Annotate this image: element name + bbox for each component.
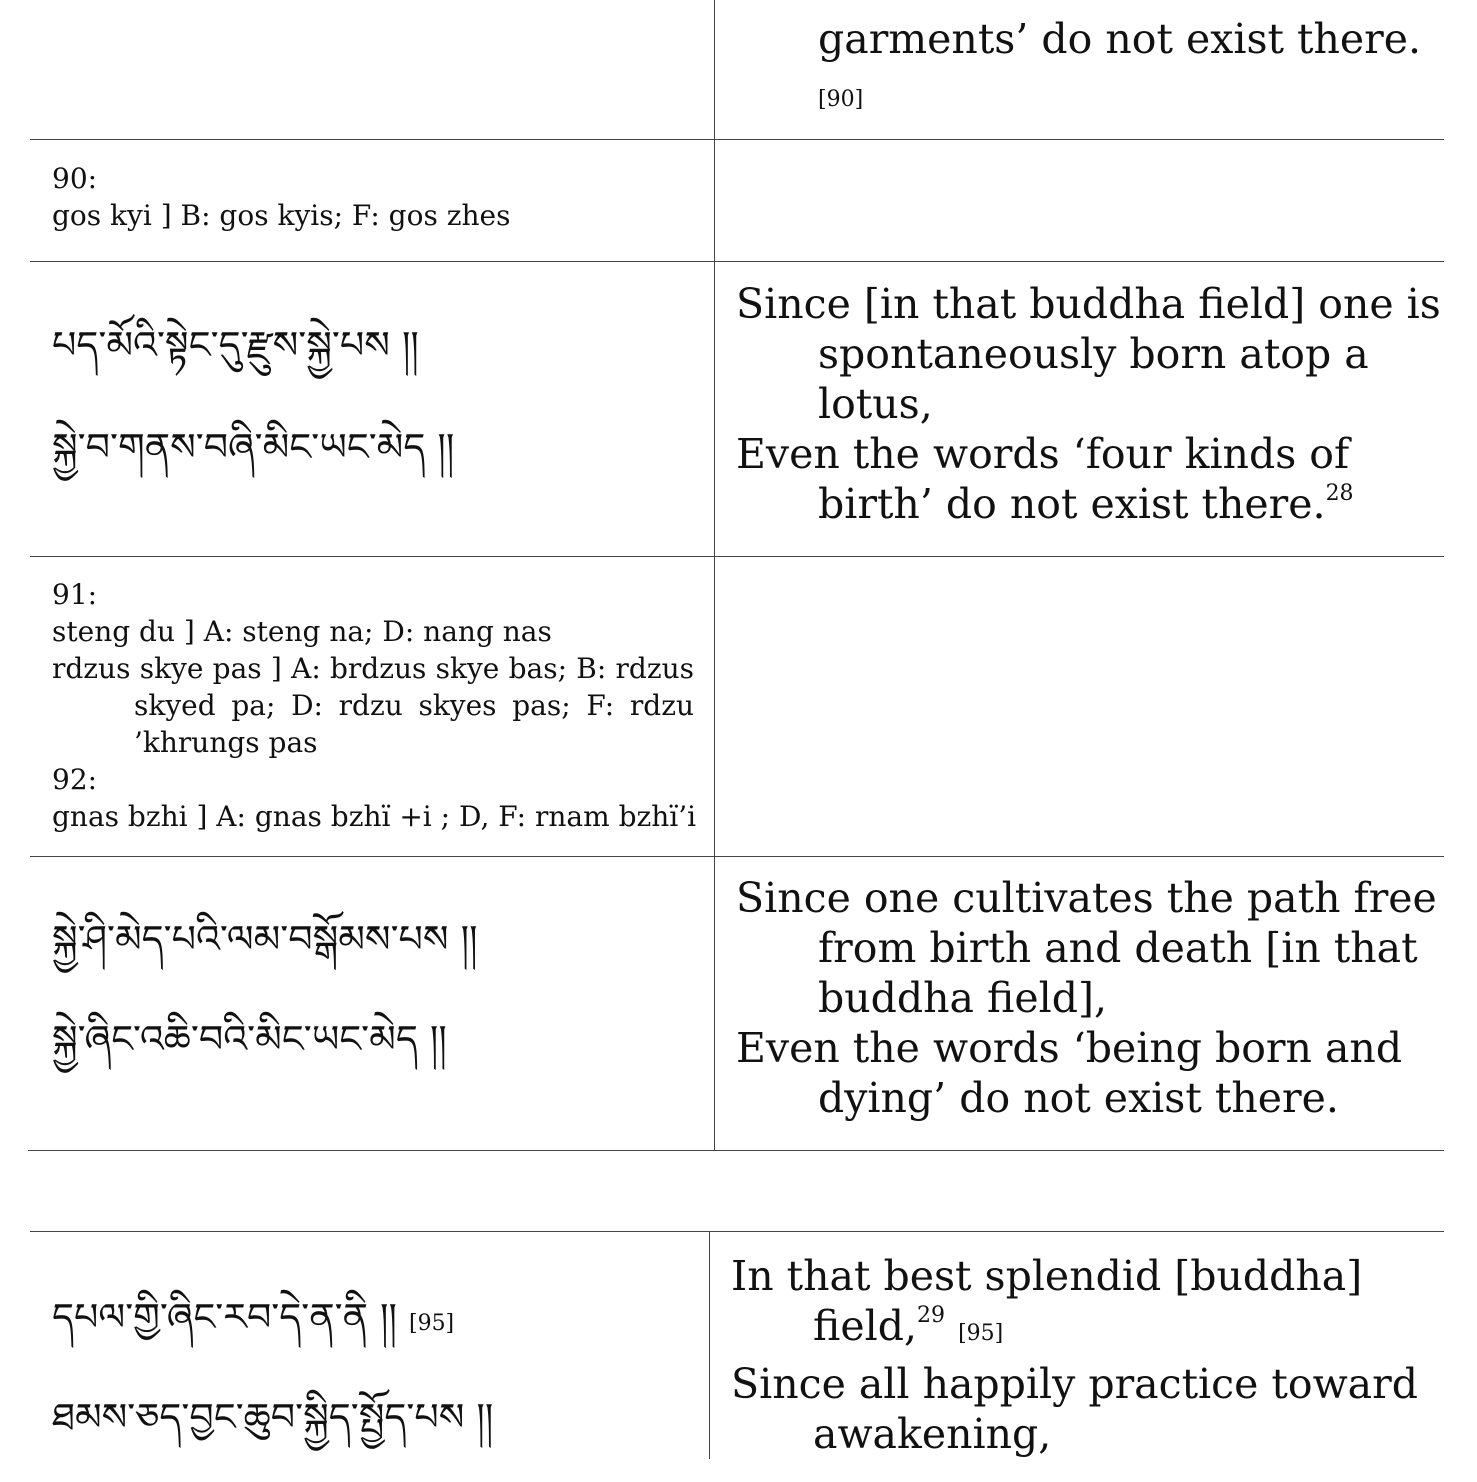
row-divider-3 [30, 556, 1444, 557]
verse-line: from birth and death [in that [818, 924, 1418, 972]
translation-verse-95 [731, 1251, 1418, 1459]
verse-line: field,$^{29}$ [95] [813, 1302, 1004, 1350]
tibetan-line: སྐྱེ་ཤི་མེད་པའི་ལམ་བསྒོམས་པས །། [52, 917, 478, 961]
row-divider-1 [30, 139, 1444, 140]
note-number: 90: [52, 162, 98, 195]
column-divider-1 [714, 0, 715, 1151]
tibetan-line: སྐྱེ་བ་གནས་བཞི་མིང་ཡང་མེད །། [52, 425, 455, 469]
notes-90 [52, 160, 694, 234]
verse-line: In that best splendid [buddha] [731, 1252, 1363, 1300]
footnote-marker[interactable]: 28 [1325, 481, 1354, 506]
verse-line: dying’ do not exist there. [818, 1074, 1339, 1122]
note-entry: steng du ] A: steng na; D: nang nas [52, 615, 552, 648]
footnote-marker[interactable]: 29 [917, 1303, 946, 1328]
verse-line: Even the words ‘four kinds of [736, 430, 1350, 478]
table-top-border-2 [30, 1231, 1444, 1232]
verse-line: buddha field], [818, 974, 1108, 1022]
verse-line: Even the words ‘being born and [736, 1024, 1403, 1072]
tibetan-line: དཔལ་གྱི་ཞིང་རབ་དེ་ན་ནི །། [95] [52, 1295, 455, 1339]
tibetan-line: པད་མོའི་སྟེང་དུ་རྫུས་སྐྱེ་པས །། [52, 323, 419, 367]
note-number: 91: [52, 578, 98, 611]
note-entry: gnas bzhi ] A: gnas bzhï +i ; D, F: rnam bzhï’i [52, 800, 697, 833]
note-number: 92: [52, 763, 98, 796]
verse-line: garments’ do not exist there. [818, 15, 1422, 63]
row-divider-2 [30, 261, 1444, 262]
note-entry: rdzus skye pas ] A: brdzus skye bas; B: rdzus skyed pa; D: rdzu skyes pas; F: rdzu ’khrungs pas [52, 652, 694, 759]
notes-91-92 [52, 576, 697, 835]
verse-line: birth’ do not exist there.$^{28}$ [818, 480, 1354, 528]
line-ref: [95] [958, 1321, 1004, 1346]
row-divider-5 [28, 1150, 1444, 1151]
verse-line: Since all happily practice toward [731, 1360, 1418, 1408]
translation-verse-93 [736, 873, 1437, 1123]
verse-line: awakening, [813, 1410, 1052, 1458]
verse-line: Since one cultivates the path free [736, 874, 1437, 922]
line-ref-90: [90] [818, 87, 864, 112]
row-divider-4 [30, 856, 1444, 857]
tibetan-line: སྐྱེ་ཞིང་འཆི་བའི་མིང་ཡང་མེད །། [52, 1017, 447, 1061]
verse-line: lotus, [818, 380, 933, 428]
translation-verse-91 [736, 279, 1441, 529]
verse-line: Since [in that buddha field] one is [736, 280, 1441, 328]
line-ref: [95] [408, 1311, 455, 1336]
tibetan-line: ཐམས་ཅད་བྱང་ཆུབ་སྐྱིད་སྤྱོད་པས །། [52, 1395, 494, 1439]
note-entry: gos kyi ] B: gos kyis; F: gos zhes [52, 199, 511, 232]
verse-line: spontaneously born atop a [818, 330, 1369, 378]
column-divider-2 [709, 1231, 710, 1459]
translation-line-90 [818, 14, 1421, 64]
